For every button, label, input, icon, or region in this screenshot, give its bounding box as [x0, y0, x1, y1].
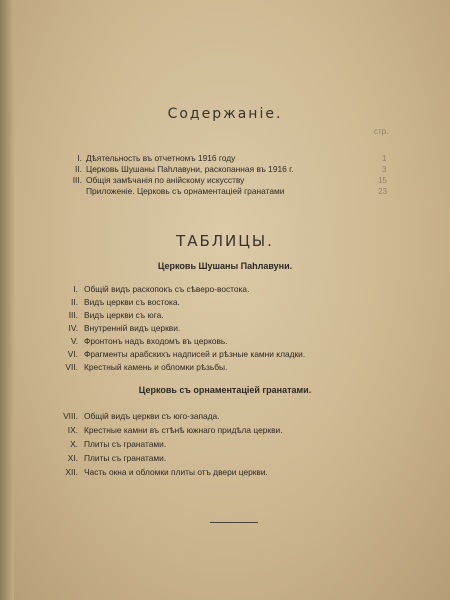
- tables-title: ТАБЛИЦЫ.: [176, 232, 274, 250]
- contents-title: Содержаніе.: [167, 106, 283, 122]
- page-column-header: стр.: [374, 127, 389, 136]
- contents-item-page: 23: [378, 187, 387, 196]
- book-spine-shadow: [0, 0, 14, 600]
- contents-item-page: 3: [382, 165, 387, 174]
- section-heading: Церковь Шушаны Паhлавуни.: [157, 261, 293, 271]
- contents-item-page: 15: [378, 176, 387, 185]
- book-page: Содержаніе. стр. I. Дѣятельность въ отчетномъ 1916 году 1 II. Церковь Шушаны Паhлавуни, раскопанная въ 1916 г. 3 III. Общія замѣчанія по анійскому искусству 15 Приложеніе. Церковь съ орнаментаціей гранатами 23 ТАБЛИЦЫ. Церковь Шушаны Паhлавуни. I. Общій видъ раскопокъ съ сѣверо-востока. II. Видъ церкви съ востока. III. Видъ церкви съ юга. IV. Внутренній видъ церкви. V. Фронтонъ надъ входомъ въ церковь. VI. Фрагменты арабскихъ надписей и рѣзные камни кладки. VII. Крестный камень и обломки рѣзьбы. Церковь съ орнаментаціей гранатами. VIII. Общій видъ церкви съ юго-запада. IX. Крестные камни въ стѣнѣ южнаго придѣла церкви. X. Плиты съ гранатами. XI. Плиты съ гранатами. XII. Часть окна и обломки плиты отъ двери церкви.: [0, 0, 450, 600]
- closing-rule: [210, 522, 258, 523]
- section-heading: Церковь съ орнаментаціей гранатами.: [138, 385, 312, 395]
- contents-item-page: 1: [382, 154, 387, 163]
